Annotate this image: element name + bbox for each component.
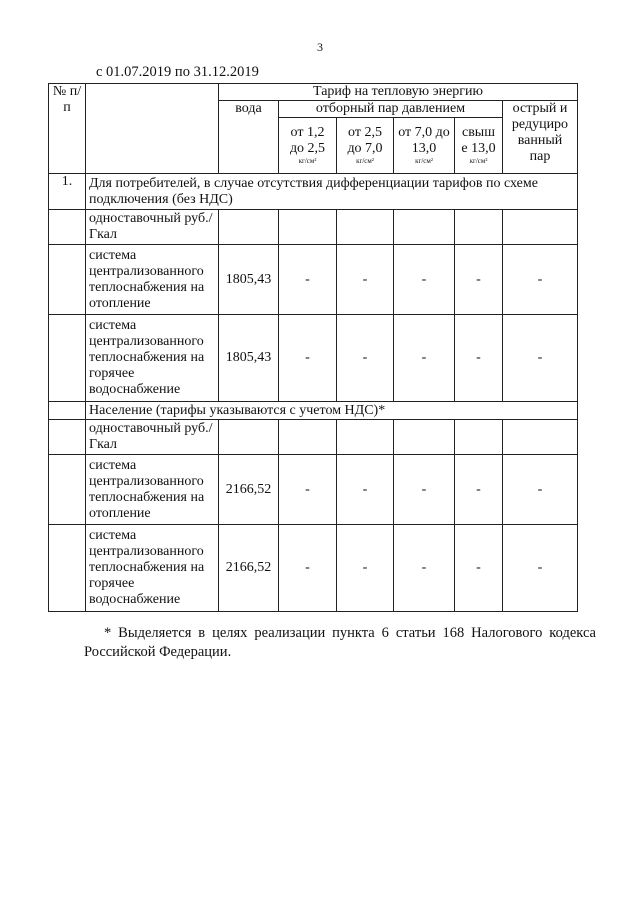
header-sharp-steam: острый и редуциро ванный пар [503,101,578,174]
row-water-value: 1805,43 [219,245,279,315]
row-label: система централизованного теплоснабжения на горячее водоснабжение [86,525,219,612]
page-number: 3 [317,40,323,54]
table-row: система централизованного теплоснабжения на горячее водоснабжение 2166,52 - - - - - [49,525,578,612]
header-tariff-title: Тариф на тепловую энергию [219,84,578,101]
section2-title: Население (тарифы указываются с учетом НДС)* [86,402,578,420]
section1-num: 1. [49,174,86,210]
row-label: система централизованного теплоснабжения на горячее водоснабжение [86,315,219,402]
row-water-value: 1805,43 [219,315,279,402]
row-water-value: 2166,52 [219,525,279,612]
period-caption: с 01.07.2019 по 31.12.2019 [96,64,259,80]
section1-one-rate: одноставочный руб./Гкал [86,210,219,245]
header-range-4: свыш е 13,0 кг/см² [455,118,503,174]
table-row: система централизованного теплоснабжения на горячее водоснабжение 1805,43 - - - - - [49,315,578,402]
table-row: система централизованного теплоснабжения на отопление 2166,52 - - - - - [49,455,578,525]
footnote: * Выделяется в целях реализации пункта 6 статьи 168 Налогового кодекса Российской Федерации. [84,625,596,660]
section2-one-rate: одноставочный руб./Гкал [86,420,219,455]
header-water: вода [219,101,279,174]
row-label: система централизованного теплоснабжения на отопление [86,245,219,315]
row-water-value: 2166,52 [219,455,279,525]
header-num: № п/п [49,84,86,174]
header-range-3: от 7,0 до 13,0 кг/см² [394,118,455,174]
tariff-table [48,83,578,612]
header-range-1: от 1,2 до 2,5 кг/см² [279,118,337,174]
header-empty [86,84,219,174]
header-range-2: от 2,5 до 7,0 кг/см² [337,118,394,174]
header-extraction-steam: отборный пар давлением [279,101,503,118]
section1-title: Для потребителей, в случае отсутствия дифференциации тарифов по схеме подключения (без НДС) [86,174,578,210]
row-label: система централизованного теплоснабжения на отопление [86,455,219,525]
table-row: система централизованного теплоснабжения на отопление 1805,43 - - - - - [49,245,578,315]
